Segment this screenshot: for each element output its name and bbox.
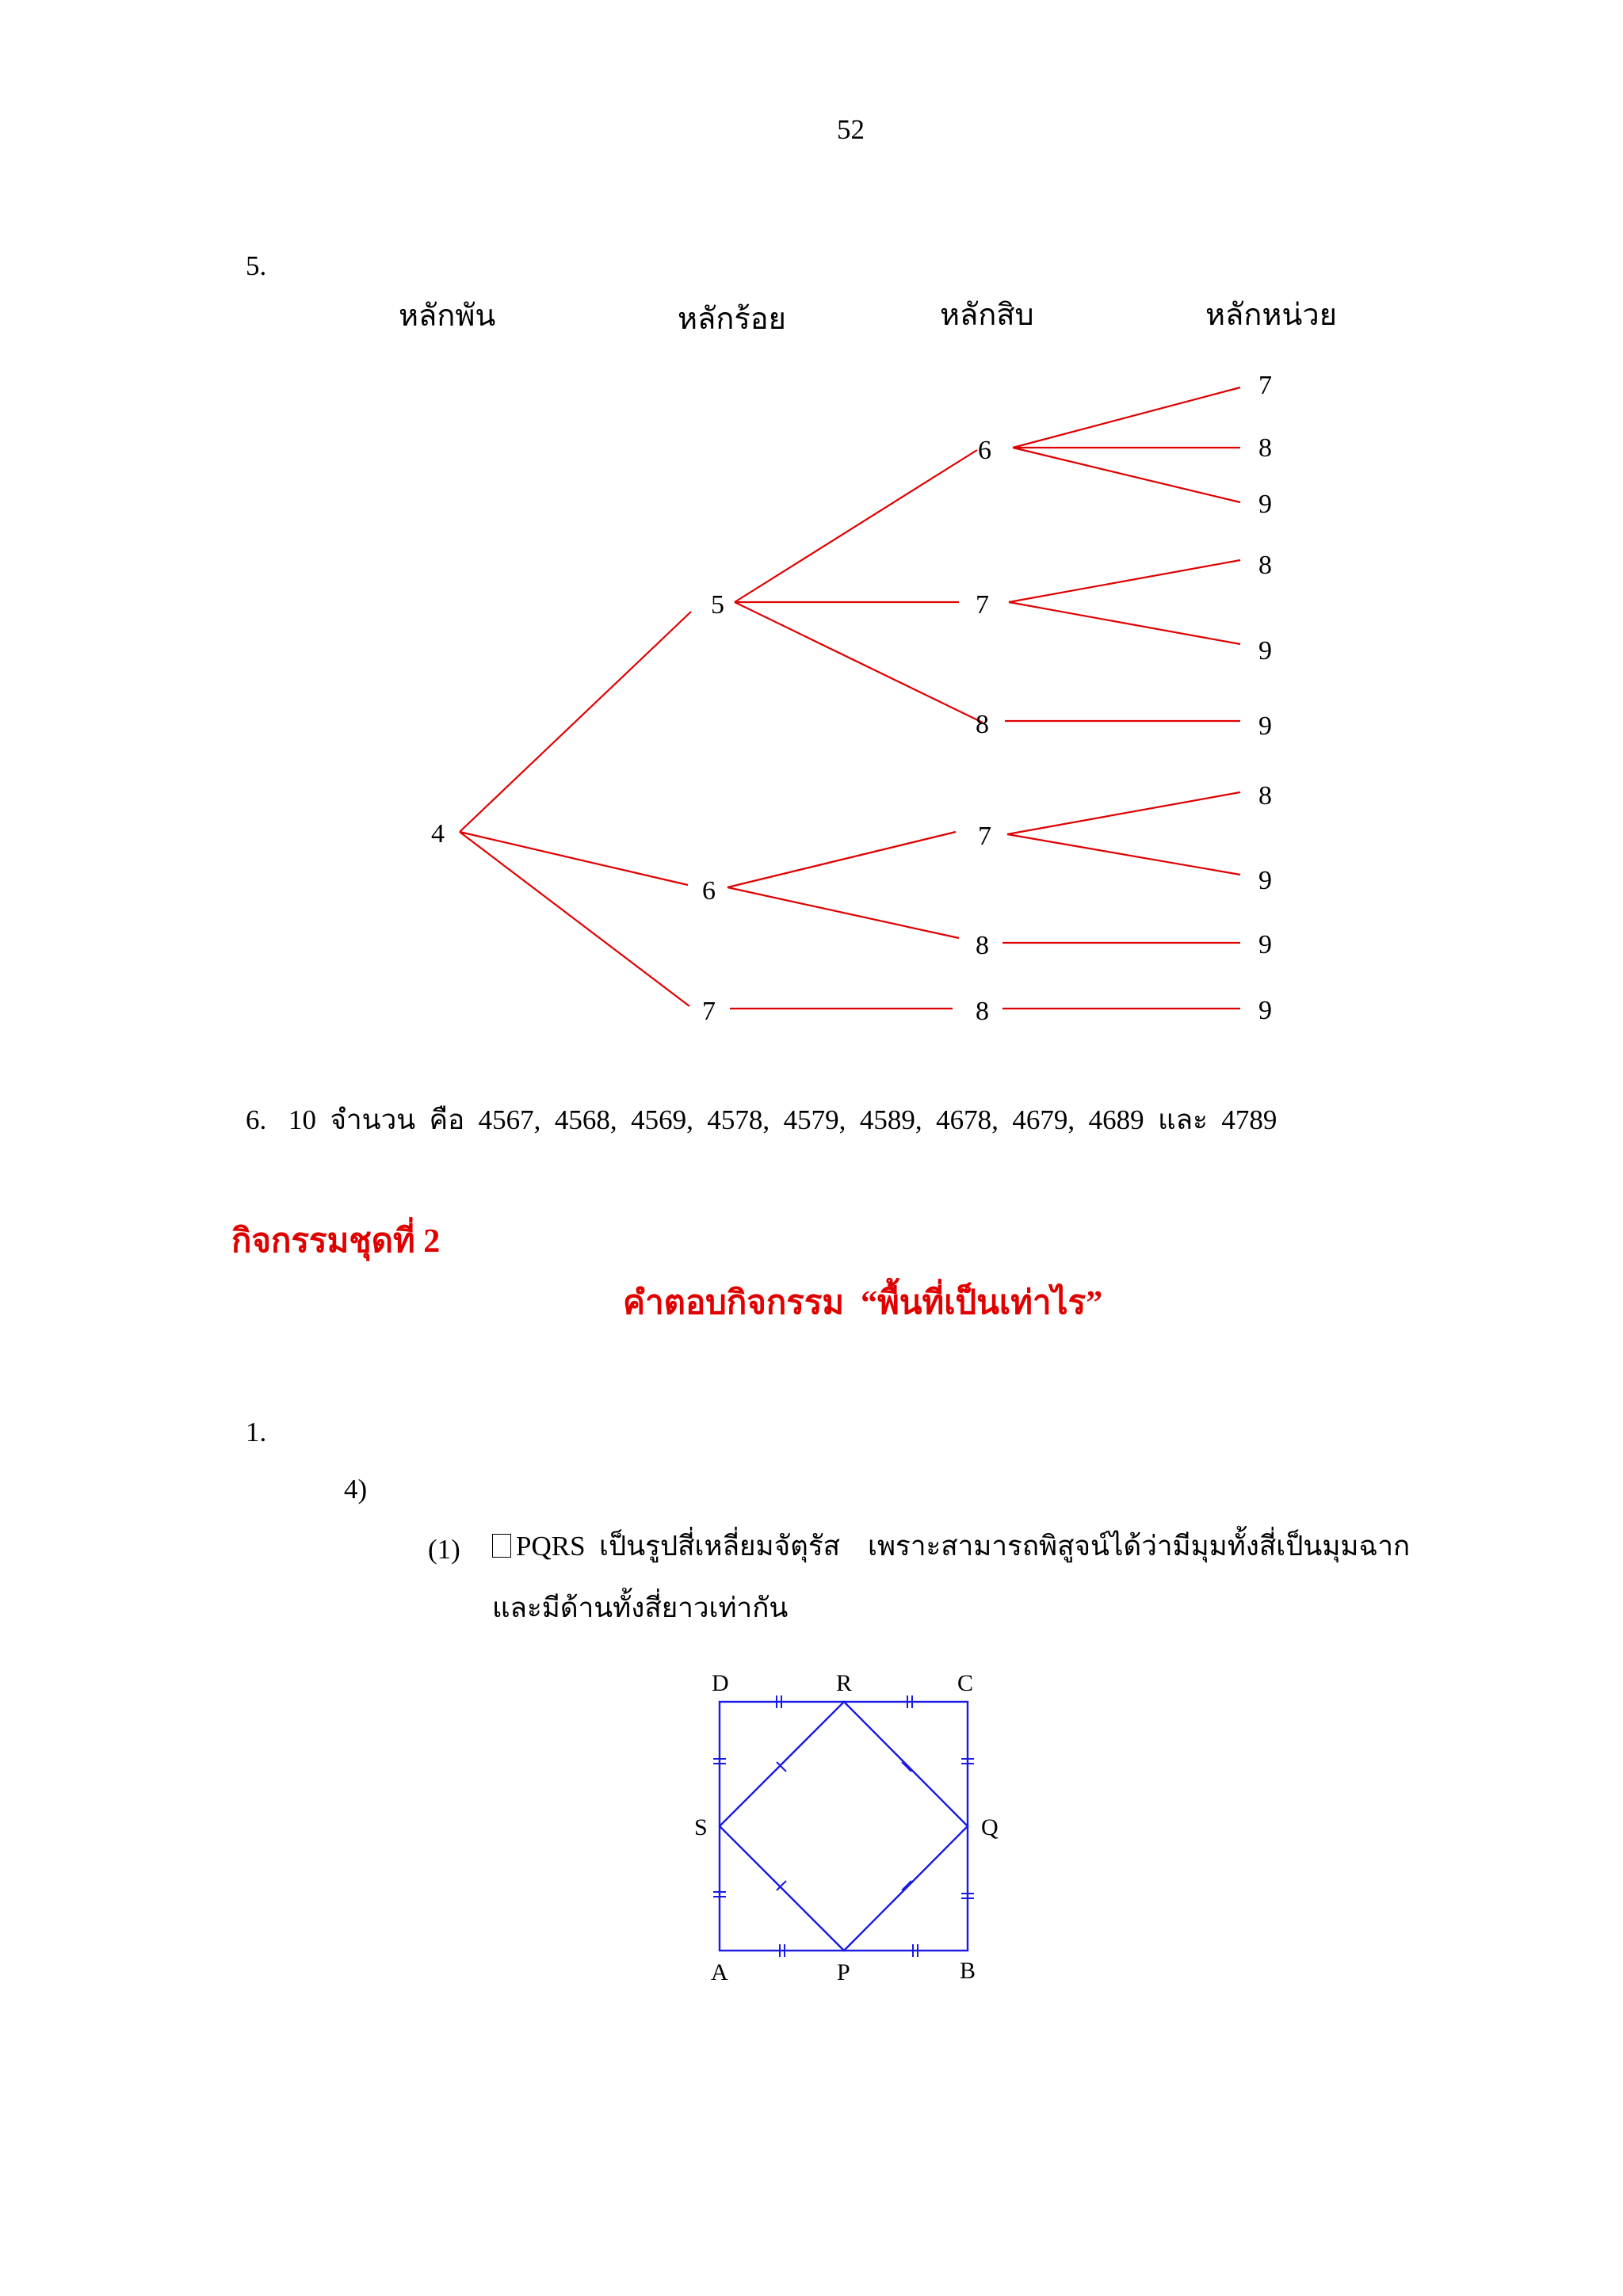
branch-7-8u-b [1007, 792, 1240, 834]
label-b: B [960, 1958, 976, 1984]
item-4-label: 4) [344, 1474, 368, 1505]
branch-7-9u [1009, 602, 1240, 644]
branch-6-9u [1013, 448, 1240, 502]
branch-6-7u [1013, 387, 1240, 448]
node-units-9c: 9 [1258, 711, 1272, 741]
node-units-9f: 9 [1258, 996, 1272, 1025]
node-tens-7b: 7 [978, 822, 991, 851]
branch-4-5 [460, 612, 691, 832]
node-hundreds-6: 6 [702, 876, 716, 906]
square-pqrs [720, 1702, 968, 1951]
branch-6-8 [727, 887, 959, 938]
node-units-9: 9 [1258, 490, 1272, 519]
branch-5-6 [735, 450, 977, 602]
node-tens-6: 6 [978, 436, 991, 465]
square-abcd [720, 1702, 968, 1951]
tick-marks [713, 1695, 974, 1957]
sub-item-1-line-1-text: PQRS เป็นรูปสี่เหลี่ยมจัตุรัส เพราะสามารถพิสูจน์ได้ว่ามีมุมทั้งสี่เป็นมุมฉาก [516, 1531, 1411, 1562]
sub-item-1-line-2: และมีด้านทั้งสี่ยาวเท่ากัน [492, 1592, 789, 1623]
sub-item-1-line-1 [492, 1532, 1410, 1560]
question-6-answer: 10 จำนวน คือ 4567, 4568, 4569, 4578, 4579, 4589, 4678, 4679, 4689 และ 4789 [288, 1104, 1277, 1135]
page-number: 52 [837, 114, 865, 145]
branch-6-7 [727, 832, 956, 887]
node-units-8c: 8 [1258, 781, 1272, 810]
node-tens-8c: 8 [976, 997, 989, 1026]
label-r: R [836, 1670, 853, 1696]
node-tens-7: 7 [976, 590, 989, 620]
question-5-label: 5. [246, 250, 267, 281]
vertex-labels [694, 1670, 999, 1985]
tree-diagram [0, 0, 1623, 1046]
branch-7-9u-b [1007, 834, 1240, 875]
sub-item-1-label: (1) [428, 1534, 460, 1565]
node-tens-8b: 8 [976, 931, 989, 960]
branch-7-8u [1009, 560, 1240, 602]
node-units-9d: 9 [1258, 866, 1272, 895]
node-hundreds-7: 7 [702, 997, 716, 1026]
column-header-tens: หลักสิบ [940, 299, 1034, 332]
square-symbol-icon [492, 1534, 511, 1558]
node-units-7: 7 [1258, 371, 1272, 400]
column-header-units: หลักหน่วย [1205, 299, 1337, 332]
tree-numbers [431, 371, 1272, 1026]
node-units-8: 8 [1258, 433, 1272, 463]
node-thousands: 4 [431, 819, 445, 849]
label-c: C [957, 1670, 974, 1696]
node-units-8b: 8 [1258, 551, 1272, 580]
node-units-9e: 9 [1258, 930, 1272, 959]
column-header-thousands: หลักพัน [399, 299, 496, 333]
activity-heading: กิจกรรมชุดที่ 2 [231, 1223, 441, 1260]
label-p: P [837, 1959, 850, 1985]
label-q: Q [981, 1814, 999, 1840]
label-d: D [712, 1670, 729, 1696]
tree-branches [460, 387, 1240, 1009]
square-figure [682, 1664, 999, 1997]
activity-title: คำตอบกิจกรรม “พื้นที่เป็นเท่าไร” [623, 1285, 1103, 1322]
branch-5-8 [735, 602, 983, 723]
label-s: S [694, 1814, 708, 1840]
question-6-label: 6. [246, 1104, 267, 1135]
node-hundreds-5: 5 [711, 590, 724, 620]
column-header-hundreds: หลักร้อย [678, 303, 786, 336]
item-1-label: 1. [246, 1417, 267, 1447]
square-lines [720, 1702, 968, 1951]
label-a: A [711, 1959, 728, 1985]
node-tens-8: 8 [976, 710, 989, 739]
node-units-9b: 9 [1258, 636, 1272, 666]
